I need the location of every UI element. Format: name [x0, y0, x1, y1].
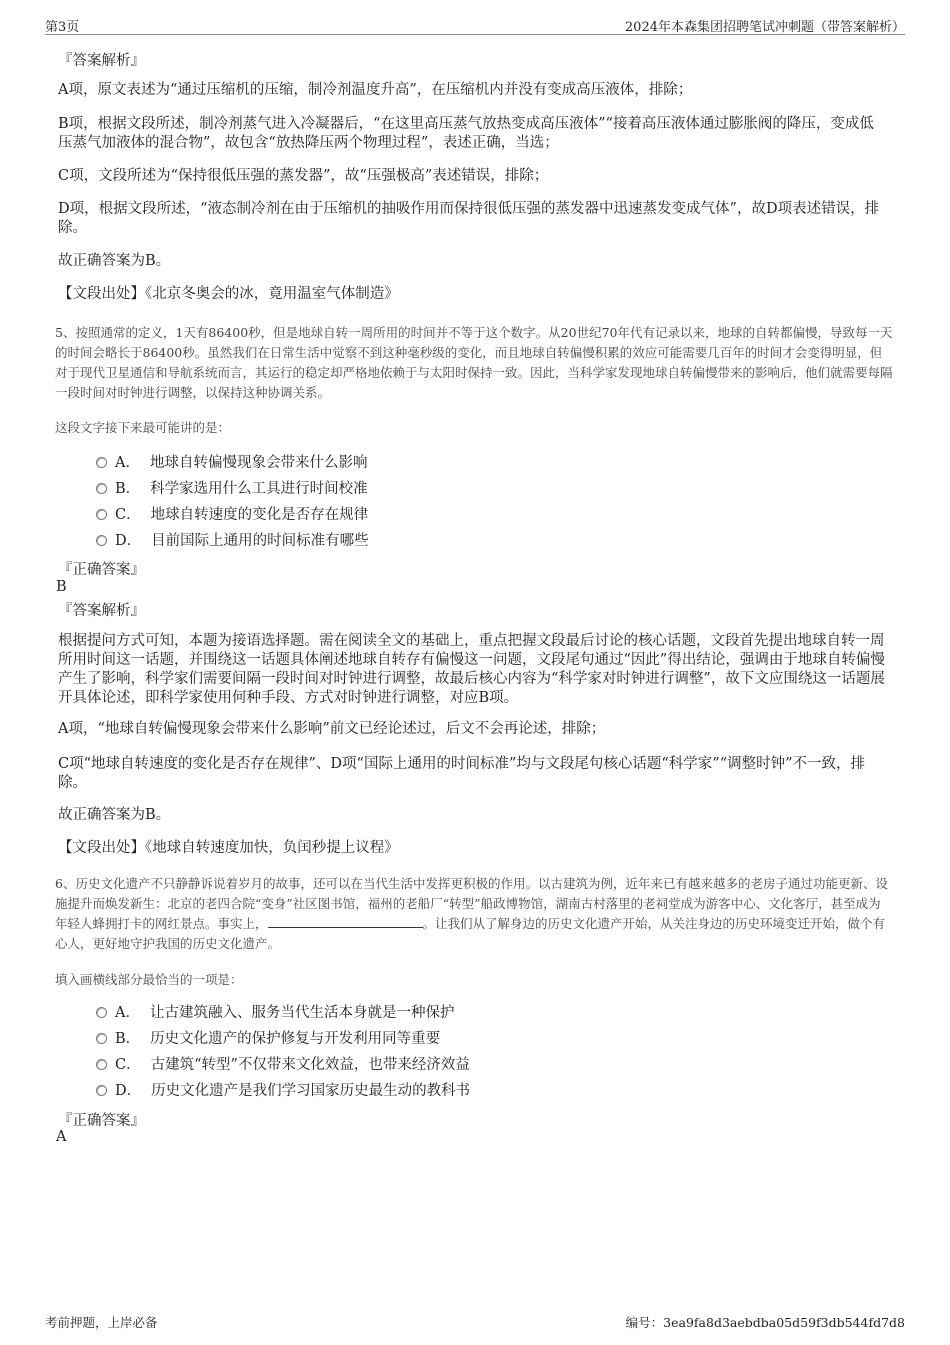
- question-5-option-c[interactable]: C． 地球自转速度的变化是否存在规律: [96, 505, 368, 525]
- radio-button[interactable]: [96, 457, 107, 468]
- question-5-stem: 5、按照通常的定义，1天有86400秒，但是地球自转一周所用的时间并不等于这个数字。从20世纪70年代有记录以来，地球的自转都偏慢，导致每一天的时间会略长于86400秒。虽然我们在日常生活中觉察不到这种毫秒级的变化，而且地球自转偏慢积累的效应可能需要几百年的时间才会变得明显，但对于现代卫星通信和导航系统而言，其运行的稳定却严格地依赖于与太阳时保持一致。因此，当科学家发现地球自转偏慢带来的影响后，他们就需要每隔一段时间对时钟进行调整，以保持这种协调关系。: [55, 325, 893, 400]
- analysis-label: 『答案解析』: [58, 603, 145, 619]
- correct-answer-label: 『正确答案』: [58, 562, 145, 578]
- question-6-option-d[interactable]: D． 历史文化遗产是我们学习国家历史最生动的教科书: [96, 1081, 470, 1101]
- question-5-option-a[interactable]: A． 地球自转偏慢现象会带来什么影响: [96, 453, 367, 473]
- radio-button[interactable]: [96, 1033, 107, 1044]
- footer-slogan: 考前押题，上岸必备: [45, 1315, 158, 1330]
- radio-button[interactable]: [96, 535, 107, 546]
- radio-button[interactable]: [96, 483, 107, 494]
- question-6-prompt: 填入画横线部分最恰当的一项是：: [55, 972, 243, 987]
- page-header: [45, 14, 905, 35]
- analysis-option-b: B项，根据文段所述，制冷剂蒸气进入冷凝器后，“在这里高压蒸气放热变成高压液体”“接着高压液体通过膨胀阀的降压，变成低压蒸气加液体的混合物”，故包含“放热降压两个物理过程”，表述正确，当选；: [58, 116, 874, 151]
- analysis-option-c: C项，文段所述为“保持很低压强的蒸发器”，故“压强极高”表述错误，排除；: [58, 168, 549, 184]
- analysis-option-a: A项，原文表述为“通过压缩机的压缩，制冷剂温度升高”，在压缩机内并没有变成高压液体，排除；: [58, 82, 693, 98]
- analysis-option-d: D项，根据文段所述，“液态制冷剂在由于压缩机的抽吸作用而保持很低压强的蒸发器中迅速蒸发变成气体”，故D项表述错误，排除。: [58, 201, 880, 236]
- question-6-stem: 6、历史文化遗产不只静静诉说着岁月的故事，还可以在当代生活中发挥更积极的作用。以古建筑为例，近年来已有越来越多的老房子通过功能更新、设施提升而焕发新生：北京的老四合院“变身”社区图书馆，福州的老船厂“转型”船政博物馆，湖南古村落里的老祠堂成为游客中心、文化客厅，甚至成为年轻人蜂拥打卡的网红景点。事实上， 。让我们从了解身边的历史文化遗产开始，从关注身边的历史环境变迁开始，做个有心人，更好地守护我国的历史文化遗产。: [55, 876, 888, 951]
- question-5-option-d[interactable]: D． 目前国际上通用的时间标准有哪些: [96, 531, 369, 551]
- source: 【文段出处】《地球自转速度加快，负闰秒提上议程》: [58, 840, 399, 856]
- page-footer: [45, 1313, 905, 1333]
- question-6-option-a[interactable]: A． 让古建筑融入、服务当代生活本身就是一种保护: [96, 1003, 454, 1023]
- question-5-analysis: 根据提问方式可知，本题为接语选择题。需在阅读全文的基础上，重点把握文段最后讨论的核心话题，文段首先提出地球自转一周所用时间这一话题，并围绕这一话题具体阐述地球自转存有偏慢这一问题，文段尾句通过“因此”得出结论，强调由于地球自转偏慢产生了影响，科学家们需要间隔一段时间对时钟进行调整，故最后核心内容为“科学家对时钟进行调整”，故下文应围绕这一话题展开具体论述，即科学家使用何种手段、方式对时钟进行调整，对应B项。: [58, 633, 885, 706]
- correct-answer: B: [56, 579, 67, 595]
- radio-button[interactable]: [96, 1085, 107, 1096]
- question-5-analysis-a: A项，“地球自转偏慢现象会带来什么影响”前文已经论述过，后文不会再论述，排除；: [58, 721, 606, 737]
- page-number: 第3页: [45, 20, 80, 35]
- question-6-option-c[interactable]: C． 古建筑“转型”不仅带来文化效益，也带来经济效益: [96, 1055, 470, 1075]
- radio-button[interactable]: [96, 509, 107, 520]
- conclusion: 故正确答案为B。: [58, 807, 171, 823]
- correct-answer-label: 『正确答案』: [58, 1113, 145, 1129]
- question-5-option-b[interactable]: B． 科学家选用什么工具进行时间校准: [96, 479, 368, 499]
- source: 【文段出处】《北京冬奥会的冰，竟用温室气体制造》: [58, 286, 399, 302]
- question-5-analysis-cd: C项“地球自转速度的变化是否存在规律”、D项“国际上通用的时间标准”均与文段尾句核心话题“科学家”“调整时钟”不一致，排除。: [58, 756, 866, 791]
- conclusion: 故正确答案为B。: [58, 253, 171, 269]
- question-5-prompt: 这段文字接下来最可能讲的是：: [55, 420, 231, 435]
- correct-answer: A: [56, 1129, 67, 1145]
- radio-button[interactable]: [96, 1059, 107, 1070]
- question-6-option-b[interactable]: B． 历史文化遗产的保护修复与开发利用同等重要: [96, 1029, 440, 1049]
- document-title: 2024年本森集团招聘笔试冲刺题（带答案解析）: [624, 20, 905, 35]
- document-id: 编号：3ea9fa8d3aebdba05d59f3db544fd7d8: [625, 1315, 905, 1330]
- analysis-label: 『答案解析』: [58, 53, 145, 69]
- radio-button[interactable]: [96, 1007, 107, 1018]
- fill-blank: [268, 915, 423, 928]
